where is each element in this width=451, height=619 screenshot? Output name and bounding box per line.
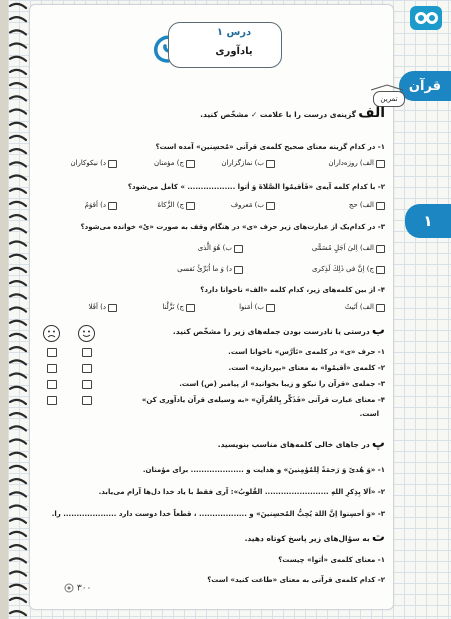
spiral-ring	[10, 440, 26, 444]
fill-blank-line[interactable]: ۲- «اَلا بِذِكرِ اللهِ ........................ القُلوبُ»: آری فقط با یاد خدا دل‌ها آرام می‌یابد.	[98, 488, 385, 496]
statement-text: ۴- معنای عبارت قرآنی «فَذَكِّر بِالقُرآنِ» «به وسیله‌ی قرآن یادآوری کن»	[141, 396, 385, 404]
section-instruction: گزینه‌ی درست را با علامت ✓ مشخّص کنید.	[200, 110, 357, 119]
spiral-ring	[10, 123, 26, 127]
section-letter: پ	[371, 436, 385, 451]
spiral-ring	[10, 189, 26, 193]
spiral-ring	[10, 572, 26, 576]
option[interactable]	[312, 265, 385, 274]
true-checkbox[interactable]	[82, 396, 92, 405]
option[interactable]	[239, 303, 275, 312]
option-label: د) وَ ما اُبَرِّئُ نَفسی	[177, 265, 232, 273]
statement-text: ۲- کلمه‌ی «اَقیمُوا» به معنای «بپردازید» است.	[228, 364, 385, 372]
spiral-ring	[10, 360, 26, 364]
page-number-text: ۳۰۰	[76, 583, 92, 594]
spiral-ring	[10, 44, 26, 48]
option-label: ج) مؤمنان	[154, 159, 184, 167]
section-letter: ب	[371, 323, 385, 338]
option[interactable]	[198, 244, 243, 253]
option-label: الف) حج	[348, 201, 374, 209]
checkbox[interactable]	[376, 266, 385, 274]
sad-face-icon	[43, 325, 60, 342]
section-alef-header	[200, 105, 385, 121]
option-label: ب) نمازگزاران	[221, 159, 264, 167]
question-text: ۱- در کدام گزینه معنای صحیح کلمه‌ی قرآنی «مُحسِنین» آمده است؟	[155, 143, 385, 151]
option-label: ب) اٰمَنوا	[239, 303, 264, 311]
statement-text: ۳- جمله‌ی «قرآن را نیکو و زیبا بخوانید» از پیامبر (ص) است.	[179, 380, 385, 388]
checkbox[interactable]	[376, 202, 385, 210]
lesson-number: درس ۱	[216, 27, 252, 38]
option[interactable]	[231, 201, 275, 210]
false-checkbox[interactable]	[47, 396, 57, 405]
spiral-ring	[10, 57, 26, 61]
checkbox[interactable]	[186, 304, 195, 312]
fill-blank-line[interactable]: ۳- «وَ اَحسِنوا اِنَّ اللهَ یُحِبُّ المُحسِنینَ» و .................. ، قطعاً خدا دوست دارد .................... را.	[51, 510, 385, 518]
spiral-ring	[10, 162, 26, 166]
checkbox[interactable]	[266, 202, 275, 210]
spiral-ring	[10, 321, 26, 325]
spiral-ring	[10, 149, 26, 153]
worksheet-card	[29, 4, 398, 610]
false-checkbox[interactable]	[47, 348, 57, 357]
spiral-ring	[10, 83, 26, 87]
option[interactable]	[221, 159, 275, 168]
option[interactable]	[345, 303, 385, 312]
question-text: ۳- در کدام‌یک از عبارت‌های زیر حرف «ی» در هنگام وقف به صورت «یْ» خوانده می‌شود؟	[80, 223, 385, 231]
happy-face-icon	[78, 325, 95, 342]
spiral-ring	[10, 558, 26, 562]
checkbox[interactable]	[266, 304, 275, 312]
section-instruction: درستی یا نادرست بودن جمله‌های زیر را مشخّص کنید.	[172, 327, 370, 336]
section-letter: الف	[358, 105, 385, 121]
flower-icon	[64, 583, 74, 593]
section-te-header	[244, 530, 385, 545]
book-icon	[367, 83, 407, 91]
spiral-ring	[10, 598, 26, 602]
section-letter: ت	[371, 530, 385, 545]
option-label: الف) اِلىٰ اَجَلٍ مُسَمًّى	[311, 244, 374, 252]
checkbox[interactable]	[376, 245, 385, 253]
spiral-ring	[10, 532, 26, 536]
option[interactable]	[349, 201, 385, 210]
spiral-ring	[10, 347, 26, 351]
lesson-title: یادآوری	[215, 46, 253, 57]
option-label: د) اَقوَمُ	[84, 201, 106, 209]
short-answer-question: ۲- کدام کلمه‌ی قرآنی به معنای «طاعت کنید» است؟	[207, 576, 385, 584]
checkbox[interactable]	[376, 160, 385, 168]
option[interactable]	[312, 244, 385, 253]
option[interactable]	[157, 201, 195, 210]
spiral-ring	[10, 215, 26, 219]
spiral-ring	[10, 70, 26, 74]
true-checkbox[interactable]	[82, 380, 92, 389]
option-label: الف) روزه‌داران	[328, 159, 374, 167]
false-checkbox[interactable]	[47, 380, 57, 389]
spiral-ring	[10, 136, 26, 140]
checkbox[interactable]	[108, 202, 117, 210]
option[interactable]	[162, 303, 195, 312]
spiral-ring	[10, 255, 26, 259]
option[interactable]	[70, 159, 117, 168]
option-label: د) نیکوکاران	[70, 159, 106, 167]
lesson-title-box	[168, 22, 282, 68]
question-text: ۲- با کدام کلمه آیه‌ی «فَاَقیمُوا الصَّلاةَ وَ اٰتوا .................. » کامل می‌شود؟	[127, 183, 385, 191]
statement-text-continued: است.	[359, 410, 379, 418]
checkbox[interactable]	[186, 160, 195, 168]
option-label: د) اَفَلا	[88, 303, 106, 311]
spiral-ring	[10, 4, 26, 8]
page-number	[64, 583, 91, 594]
spiral-ring	[10, 17, 26, 21]
spiral-ring	[10, 519, 26, 523]
side-tab-lesson-number: ۱	[405, 204, 451, 238]
option-label: ب) مَعروف	[230, 201, 264, 209]
spiral-ring	[10, 30, 26, 34]
spiral-binding	[8, 0, 28, 619]
false-checkbox[interactable]	[47, 364, 57, 373]
section-instruction: در جاهای خالی کلمه‌های مناسب بنویسید.	[217, 440, 370, 449]
checkbox[interactable]	[234, 245, 243, 253]
checkbox[interactable]	[108, 304, 117, 312]
notebook-page	[8, 0, 451, 619]
spiral-ring	[10, 492, 26, 496]
spiral-ring	[10, 308, 26, 312]
spiral-ring	[10, 202, 26, 206]
spiral-ring	[10, 281, 26, 285]
true-checkbox[interactable]	[82, 348, 92, 357]
spiral-ring	[10, 453, 26, 457]
option[interactable]	[85, 201, 117, 210]
option[interactable]	[177, 265, 243, 274]
spiral-ring	[10, 242, 26, 246]
spiral-ring	[10, 466, 26, 470]
statement-text: ۱- حرف «ی» در کلمه‌ی «تَاَرَّس» ناخوانا است.	[228, 348, 385, 356]
spiral-ring	[10, 268, 26, 272]
checkbox[interactable]	[186, 202, 195, 210]
spiral-ring	[10, 400, 26, 404]
spiral-ring	[10, 110, 26, 114]
spiral-ring	[10, 228, 26, 232]
short-answer-question: ۱- معنای کلمه‌ی «اٰتوا» چیست؟	[278, 556, 385, 564]
spiral-ring	[10, 387, 26, 391]
spiral-ring	[10, 545, 26, 549]
spiral-ring	[10, 479, 26, 483]
spiral-ring	[10, 506, 26, 510]
spiral-ring	[10, 96, 26, 100]
spiral-ring	[10, 413, 26, 417]
option-label: ب) هُوَ الَّذی	[197, 244, 232, 252]
section-pe-header	[217, 436, 385, 451]
checkbox[interactable]	[234, 266, 243, 274]
checkbox[interactable]	[376, 304, 385, 312]
side-tab-quran: قرآن	[399, 71, 451, 101]
spiral-ring	[10, 611, 26, 615]
section-be-header	[172, 323, 385, 338]
option[interactable]	[328, 159, 385, 168]
spiral-ring	[10, 374, 26, 378]
option-label: ج) الزَّكاةَ	[157, 201, 184, 209]
spiral-ring	[10, 426, 26, 430]
option-label: ج) اِنَّ فی ذٰلِكَ لَذِكرى	[311, 265, 374, 273]
question-text: ۴- از بین کلمه‌های زیر، کدام کلمه «الف» ناخوانا دارد؟	[200, 286, 385, 294]
section-instruction: به سؤال‌های زیر پاسخ کوتاه دهید.	[244, 534, 370, 543]
fill-blank-line[interactable]: ۱- «وَ هُدیً وَ رَحمَةً لِلمُؤمِنینَ» و هدایت و .................... برای مؤمنان.	[142, 466, 385, 474]
option-label: الف) اَتَیتُ	[344, 303, 374, 311]
option[interactable]	[154, 159, 195, 168]
option-label: ج) نَزَّلْنا	[162, 303, 184, 311]
publisher-logo-icon	[409, 4, 443, 32]
spiral-ring	[10, 334, 26, 338]
spiral-ring	[10, 176, 26, 180]
spiral-ring	[10, 294, 26, 298]
checkbox[interactable]	[266, 160, 275, 168]
spiral-ring	[10, 585, 26, 589]
option[interactable]	[88, 303, 117, 312]
checkbox[interactable]	[108, 160, 117, 168]
true-checkbox[interactable]	[82, 364, 92, 373]
exercise-badge: تمرین	[373, 91, 405, 107]
